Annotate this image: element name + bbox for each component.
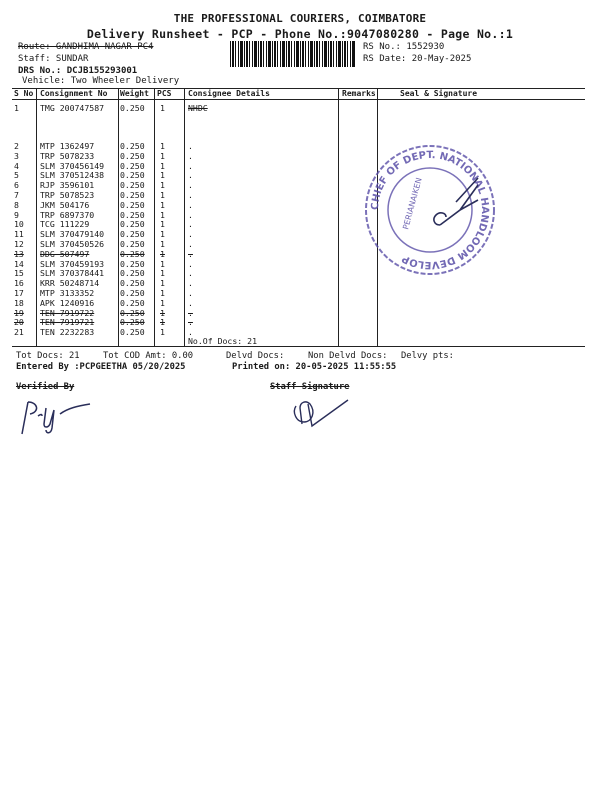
- cell-weight: 0.250: [120, 170, 145, 181]
- table-bottom-rule: [12, 346, 585, 347]
- cell-consignee: .: [188, 258, 193, 269]
- cell-weight: 0.250: [120, 317, 145, 328]
- cell-sno: 13: [14, 248, 24, 259]
- cell-pcs: 1: [160, 268, 165, 279]
- cell-pcs: 1: [160, 219, 165, 230]
- cell-weight: 0.250: [120, 307, 145, 318]
- stamp-inner-text: PERIANAIKEN: [401, 176, 424, 231]
- cell-consignee: .: [188, 297, 193, 308]
- cell-consignee: .: [188, 199, 193, 210]
- cell-weight: 0.250: [120, 297, 145, 308]
- cell-consignee: .: [188, 160, 193, 171]
- cell-weight: 0.250: [120, 268, 145, 279]
- cell-consignment: DDG 507497: [40, 248, 90, 259]
- no-of-docs: No.Of Docs: 21: [188, 336, 258, 346]
- cell-consignment: TRP 5078523: [40, 190, 95, 200]
- cell-sno: 1: [14, 103, 19, 113]
- cell-consignment: MTP 1362497: [40, 141, 95, 151]
- cell-weight: 0.250: [120, 141, 145, 151]
- cell-pcs: 1: [160, 170, 165, 181]
- cell-consignment: TRP 5078233: [40, 150, 95, 161]
- cell-consignee: .: [188, 190, 193, 200]
- cell-pcs: 1: [160, 103, 165, 113]
- cell-pcs: 1: [160, 278, 165, 289]
- cell-weight: 0.250: [120, 278, 145, 289]
- cell-consignee: .: [188, 327, 193, 338]
- cell-weight: 0.250: [120, 190, 145, 200]
- cell-sno: 2: [14, 141, 19, 151]
- cell-sno: 18: [14, 297, 24, 308]
- cell-pcs: 1: [160, 209, 165, 220]
- delivered-docs: Delvd Docs:: [226, 351, 285, 361]
- col-header-seal: Seal & Signature: [400, 89, 478, 98]
- col-header-sno: S No: [14, 89, 34, 98]
- cell-consignee: .: [188, 150, 193, 161]
- cell-consignee: .: [188, 288, 193, 298]
- cell-consignment: SLM 370456149: [40, 160, 105, 171]
- cell-sno: 6: [14, 180, 19, 191]
- cell-sno: 11: [14, 229, 24, 240]
- cell-consignee: .: [188, 141, 193, 151]
- cell-consignment: SLM 370459193: [40, 258, 105, 269]
- cell-pcs: 1: [160, 150, 165, 161]
- col-header-remarks: Remarks: [342, 89, 376, 98]
- cell-consignee: .: [188, 180, 193, 191]
- staff-signature-icon: [288, 394, 358, 434]
- cell-weight: 0.250: [120, 288, 145, 298]
- cell-weight: 0.250: [120, 160, 145, 171]
- cell-weight: 0.250: [120, 150, 145, 161]
- cell-weight: 0.250: [120, 219, 145, 230]
- cell-weight: 0.250: [120, 180, 145, 191]
- company-title: THE PROFESSIONAL COURIERS, COIMBATORE: [173, 12, 427, 25]
- cell-weight: 0.250: [120, 229, 145, 240]
- verifier-signature-icon: [16, 398, 96, 438]
- cell-pcs: 1: [160, 248, 165, 259]
- cell-pcs: 1: [160, 288, 165, 298]
- cell-consignment: SLM 370479140: [40, 229, 105, 240]
- cell-consignee: .: [188, 248, 193, 259]
- cell-consignment: APK 1240916: [40, 297, 95, 308]
- cell-weight: 0.250: [120, 239, 145, 249]
- col-divider: [36, 88, 37, 346]
- runsheet-title: Delivery Runsheet - PCP - Phone No.:9047080280 - Page No.:1: [86, 27, 514, 41]
- cell-sno: 4: [14, 160, 19, 171]
- seal-stamp-icon: [360, 140, 500, 280]
- cell-consignment: SLM 370512438: [40, 170, 105, 181]
- col-header-weight: Weight: [120, 89, 149, 98]
- cell-consignment: SLM 370378441: [40, 268, 105, 279]
- cell-consignment: TCG 111229: [40, 219, 90, 230]
- route: Route: GANDHIMA NAGAR PC4: [18, 42, 154, 52]
- cell-consignment: SLM 370450526: [40, 239, 105, 249]
- col-divider: [338, 88, 339, 346]
- cell-pcs: 1: [160, 327, 165, 338]
- cell-weight: 0.250: [120, 327, 145, 338]
- printed-on: Printed on: 20-05-2025 11:55:55: [232, 362, 397, 372]
- col-header-pcs: PCS: [157, 89, 172, 98]
- cell-pcs: 1: [160, 180, 165, 191]
- cell-sno: 8: [14, 199, 19, 210]
- cell-sno: 12: [14, 239, 24, 249]
- staff-signature-label: Staff Signature: [270, 382, 350, 392]
- non-delivered-docs: Non Delvd Docs:: [308, 351, 388, 361]
- col-header-consignment: Consignment No: [40, 89, 108, 98]
- entered-by: Entered By :PCPGEETHA 05/20/2025: [16, 362, 186, 372]
- col-divider: [154, 88, 155, 346]
- cell-sno: 14: [14, 258, 24, 269]
- verified-by-label: Verified By: [16, 382, 75, 392]
- cell-consignment: TMG 200747587: [40, 103, 105, 113]
- cell-sno: 9: [14, 209, 19, 220]
- cell-consignment: TRP 6897370: [40, 209, 95, 220]
- cell-consignment: TEN 7919722: [40, 307, 95, 318]
- cell-pcs: 1: [160, 141, 165, 151]
- cell-weight: 0.250: [120, 248, 145, 259]
- cell-weight: 0.250: [120, 209, 145, 220]
- cell-pcs: 1: [160, 307, 165, 318]
- cell-sno: 15: [14, 268, 24, 279]
- staff: Staff: SUNDAR: [18, 54, 89, 64]
- cell-consignee: .: [188, 209, 193, 220]
- cell-consignment: JKM 504176: [40, 199, 90, 210]
- drs-number: DRS No.: DCJB155293001: [18, 66, 138, 76]
- cell-sno: 19: [14, 307, 24, 318]
- cell-pcs: 1: [160, 229, 165, 240]
- cell-consignee: .: [188, 268, 193, 279]
- col-divider: [184, 88, 185, 346]
- cell-weight: 0.250: [120, 258, 145, 269]
- cell-sno: 16: [14, 278, 24, 289]
- barcode: [230, 41, 356, 67]
- vehicle: Vehicle: Two Wheeler Delivery: [22, 76, 180, 86]
- cell-consignee: .: [188, 219, 193, 230]
- stamp-ring-text: CHIEF OF DEPT. NATIONAL HANDLOOM DEVELOP: [369, 149, 491, 271]
- delivery-points: Delvy pts:: [401, 351, 454, 361]
- cell-pcs: 1: [160, 297, 165, 308]
- cell-consignee: .: [188, 239, 193, 249]
- cell-consignment: TEN 2232283: [40, 327, 95, 338]
- cell-consignee: .: [188, 307, 193, 318]
- cell-pcs: 1: [160, 190, 165, 200]
- cell-weight: 0.250: [120, 199, 145, 210]
- cell-sno: 17: [14, 288, 24, 298]
- cell-consignee: .: [188, 229, 193, 240]
- cell-consignee: .: [188, 170, 193, 181]
- cell-sno: 20: [14, 317, 24, 328]
- cell-sno: 5: [14, 170, 19, 181]
- cell-pcs: 1: [160, 239, 165, 249]
- table-header-rule: [12, 99, 585, 100]
- cell-pcs: 1: [160, 258, 165, 269]
- cell-pcs: 1: [160, 199, 165, 210]
- cell-consignment: MTP 3133352: [40, 288, 95, 298]
- cell-consignee: .: [188, 317, 193, 328]
- col-divider: [118, 88, 119, 346]
- cell-consignee: .: [188, 278, 193, 289]
- cell-sno: 3: [14, 150, 19, 161]
- cell-consignee: NHDC: [188, 103, 208, 113]
- total-docs: Tot Docs: 21: [16, 351, 80, 361]
- rs-date: RS Date: 20-May-2025: [363, 54, 472, 64]
- cell-sno: 7: [14, 190, 19, 200]
- rs-number: RS No.: 1552930: [363, 42, 445, 52]
- cell-consignment: KRR 50248714: [40, 278, 100, 289]
- cell-pcs: 1: [160, 160, 165, 171]
- cell-sno: 10: [14, 219, 24, 230]
- cell-consignment: RJP 3596101: [40, 180, 95, 191]
- cell-sno: 21: [14, 327, 24, 338]
- cell-consignment: TEN 7919721: [40, 317, 95, 328]
- col-header-consignee: Consignee Details: [188, 89, 270, 98]
- total-cod: Tot COD Amt: 0.00: [103, 351, 194, 361]
- cell-weight: 0.250: [120, 103, 145, 113]
- cell-pcs: 1: [160, 317, 165, 328]
